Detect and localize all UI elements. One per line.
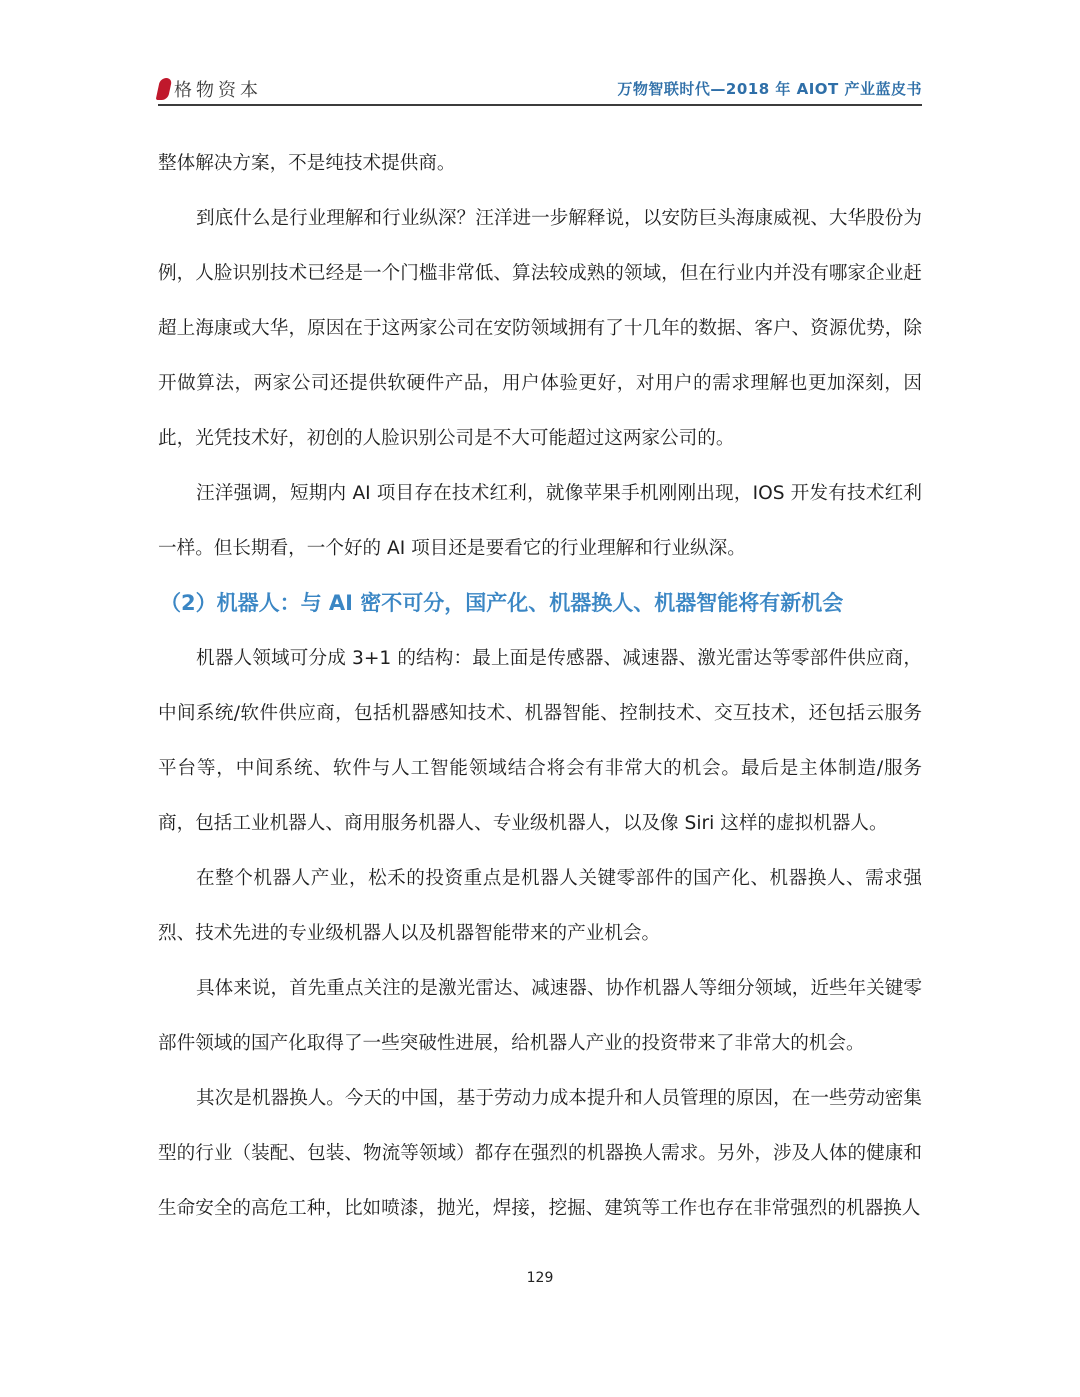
page-body (158, 136, 922, 1236)
section-heading-robotics: （2）机器人：与 AI 密不可分，国产化、机器换人、机器智能将有新机会 (160, 591, 844, 615)
logo-mark-icon (156, 78, 173, 100)
paragraph-key-components: 具体来说，首先重点关注的是激光雷达、减速器、协作机器人等细分领域，近些年关键零部件领域的国产化取得了一些突破性进展，给机器人产业的投资带来了非常大的机会。 (158, 978, 922, 1054)
paragraph-tech-dividend: 汪洋强调，短期内 AI 项目存在技术红利，就像苹果手机刚刚出现，IOS 开发有技术红利一样。但长期看，一个好的 AI 项目还是要看它的行业理解和行业纵深。 (158, 483, 922, 559)
paragraph-robot-structure: 机器人领域可分成 3+1 的结构：最上面是传感器、减速器、激光雷达等零部件供应商，中间系统/软件供应商，包括机器感知技术、机器智能、控制技术、交互技术，还包括云服务平台等，中间系统、软件与人工智能领域结合将会有非常大的机会。最后是主体制造/服务商，包括工业机器人、商用服务机器人、专业级机器人，以及像 Siri 这样的虚拟机器人。 (158, 648, 922, 834)
header-divider (158, 104, 922, 106)
document-title: 万物智联时代—2018 年 AIOT 产业蓝皮书 (617, 80, 922, 98)
page-number: 129 (526, 1270, 554, 1286)
paragraph-machine-replacement: 其次是机器换人。今天的中国，基于劳动力成本提升和人员管理的原因，在一些劳动密集型的行业（装配、包装、物流等领域）都存在强烈的机器换人需求。另外，涉及人体的健康和生命安全的高危工种，比如喷漆，抛光，焊接，挖掘、建筑等工作也存在非常强烈的机器换人 (158, 1088, 922, 1219)
company-logo (158, 76, 262, 102)
paragraph-industry-depth: 到底什么是行业理解和行业纵深？汪洋进一步解释说，以安防巨头海康威视、大华股份为例，人脸识别技术已经是一个门槛非常低、算法较成熟的领域，但在行业内并没有哪家企业赶超上海康或大华，原因在于这两家公司在安防领域拥有了十几年的数据、客户、资源优势，除开做算法，两家公司还提供软硬件产品，用户体验更好，对用户的需求理解也更加深刻，因此，光凭技术好，初创的人脸识别公司是不大可能超过这两家公司的。 (158, 208, 922, 449)
paragraph-continuation: 整体解决方案，不是纯技术提供商。 (158, 153, 456, 174)
page-header (158, 74, 922, 104)
paragraph-investment-focus: 在整个机器人产业，松禾的投资重点是机器人关键零部件的国产化、机器换人、需求强烈、技术先进的专业级机器人以及机器智能带来的产业机会。 (158, 868, 922, 944)
logo-text: 格物资本 (174, 80, 262, 101)
